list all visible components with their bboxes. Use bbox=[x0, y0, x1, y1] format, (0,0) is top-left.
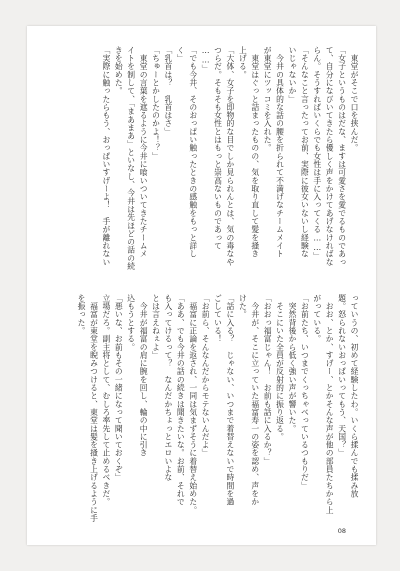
text-line: 今井の具体的な話の腰を折られて不満げなチームメイト bbox=[275, 46, 285, 258]
text-line: ……」 bbox=[201, 46, 211, 73]
text-line: 「そんなこと言ったってお前、実際に彼女いないし経験な bbox=[300, 46, 310, 258]
text-line: 福富に正論を返され、一同は気まずそうに着替え始めた。 bbox=[188, 294, 198, 515]
text-line: 立場だろ。副主将として、むしろ率先して止めるべきだ。 bbox=[101, 294, 111, 506]
text-line: っていうの、初めて経験したわ。いくら揉んでも揉み放 bbox=[350, 294, 359, 498]
text-line: 題。怒られないおっぱいってもう、天国？」 bbox=[337, 294, 347, 457]
text-line: 「ちゅーとかしたのかよ！？」 bbox=[151, 46, 161, 161]
text-line: 「お前たち、いつまでくっちゃべっているつもりだ」 bbox=[300, 294, 310, 490]
page-number: 08 bbox=[337, 527, 346, 535]
text-line: も入ってけるって？ なんだかちょっとエロいよな bbox=[163, 294, 173, 482]
text-line: らん。そうすればいくらでも女性は手に入ってくる……」 bbox=[312, 46, 322, 261]
text-line: 「おおっ福富じゃん！ お前も話に入るか？」 bbox=[263, 294, 273, 466]
text-line: 「ああ、でも今井の話の続きは聞きたいな。お前、それで bbox=[176, 294, 186, 506]
text-line: 今井が、そこに立っていた福富寿一の姿を認め、声をか bbox=[250, 294, 260, 506]
text-line: 「お前ら、そんなんだからモテないんだよ」 bbox=[201, 294, 211, 457]
text-line: つらだ。そもそも女性とはもっと崇高ないものであって bbox=[213, 46, 223, 250]
text-line: が東堂にツッコミを入れた。 bbox=[263, 46, 273, 152]
text-line: そこにいた全員が反射的に振り返る。 bbox=[275, 294, 285, 441]
text-line: 「乳首は？ 乳首はさ」 bbox=[163, 46, 173, 136]
text-line: 「女子というものはだな、ますは可愛さを愛でるものであっ bbox=[337, 46, 347, 267]
lower-text-block bbox=[42, 294, 360, 522]
text-line: きを始めた。 bbox=[114, 46, 124, 95]
text-line: 東堂の言葉を遮るように今井に喰いついてきたチームメ bbox=[139, 46, 149, 258]
text-line: 福富が東堂を睨みつけると、東堂は髪を掻き上げるように手 bbox=[89, 294, 99, 522]
text-line: 東堂はぐっと詰まったものの、気を取り直して髪を掻き bbox=[250, 46, 260, 258]
text-line: 「実際に触ったらもう、おっぱいすげーよ！ 手が離れない bbox=[101, 46, 111, 267]
text-line: 「悪いな、お前もその一緒になって聞いておくぞ」 bbox=[114, 294, 124, 482]
text-line: 突然背後から低く強い声が響いた。 bbox=[287, 294, 297, 433]
text-line: 「大体、女子を即物的な目でしか見られんとは、気の毒なや bbox=[225, 46, 235, 267]
text-line: とは言えねぇよ」 bbox=[151, 294, 161, 360]
text-line: を振った。 bbox=[77, 294, 87, 335]
text-line: おお、とか、すげー、とかそんな声が他の部員たちから上 bbox=[325, 294, 335, 515]
text-line: イトを制して、「まあまあ」といなし、今井は先ほどの話の続 bbox=[126, 46, 136, 271]
text-line: 「話に入る？ じゃない、いつまで着替えないで時間を過 bbox=[225, 294, 235, 506]
text-line: く」 bbox=[176, 46, 186, 63]
text-line: 今井が福富の肩に腕を回し、輪の中に引き bbox=[139, 294, 149, 457]
manuscript-page bbox=[27, 26, 376, 545]
text-line: 東堂がそこで口を挟んだ。 bbox=[350, 46, 359, 152]
text-line: ごしている！ bbox=[213, 294, 223, 343]
text-line: けた。 bbox=[238, 294, 248, 319]
text-line: 上げる。 bbox=[238, 46, 248, 79]
text-line: て、自分になびいてきたら優しく声をかけてあげなければな bbox=[325, 46, 335, 267]
text-line: 込もうとする。 bbox=[126, 294, 136, 352]
upper-text-block bbox=[42, 46, 360, 272]
text-line: 「でも今井、そのおっぱい触ったときの感触をもっと詳し bbox=[188, 46, 198, 258]
text-line: いじゃないか」 bbox=[287, 46, 297, 104]
text-line: がっている。 bbox=[312, 294, 322, 343]
